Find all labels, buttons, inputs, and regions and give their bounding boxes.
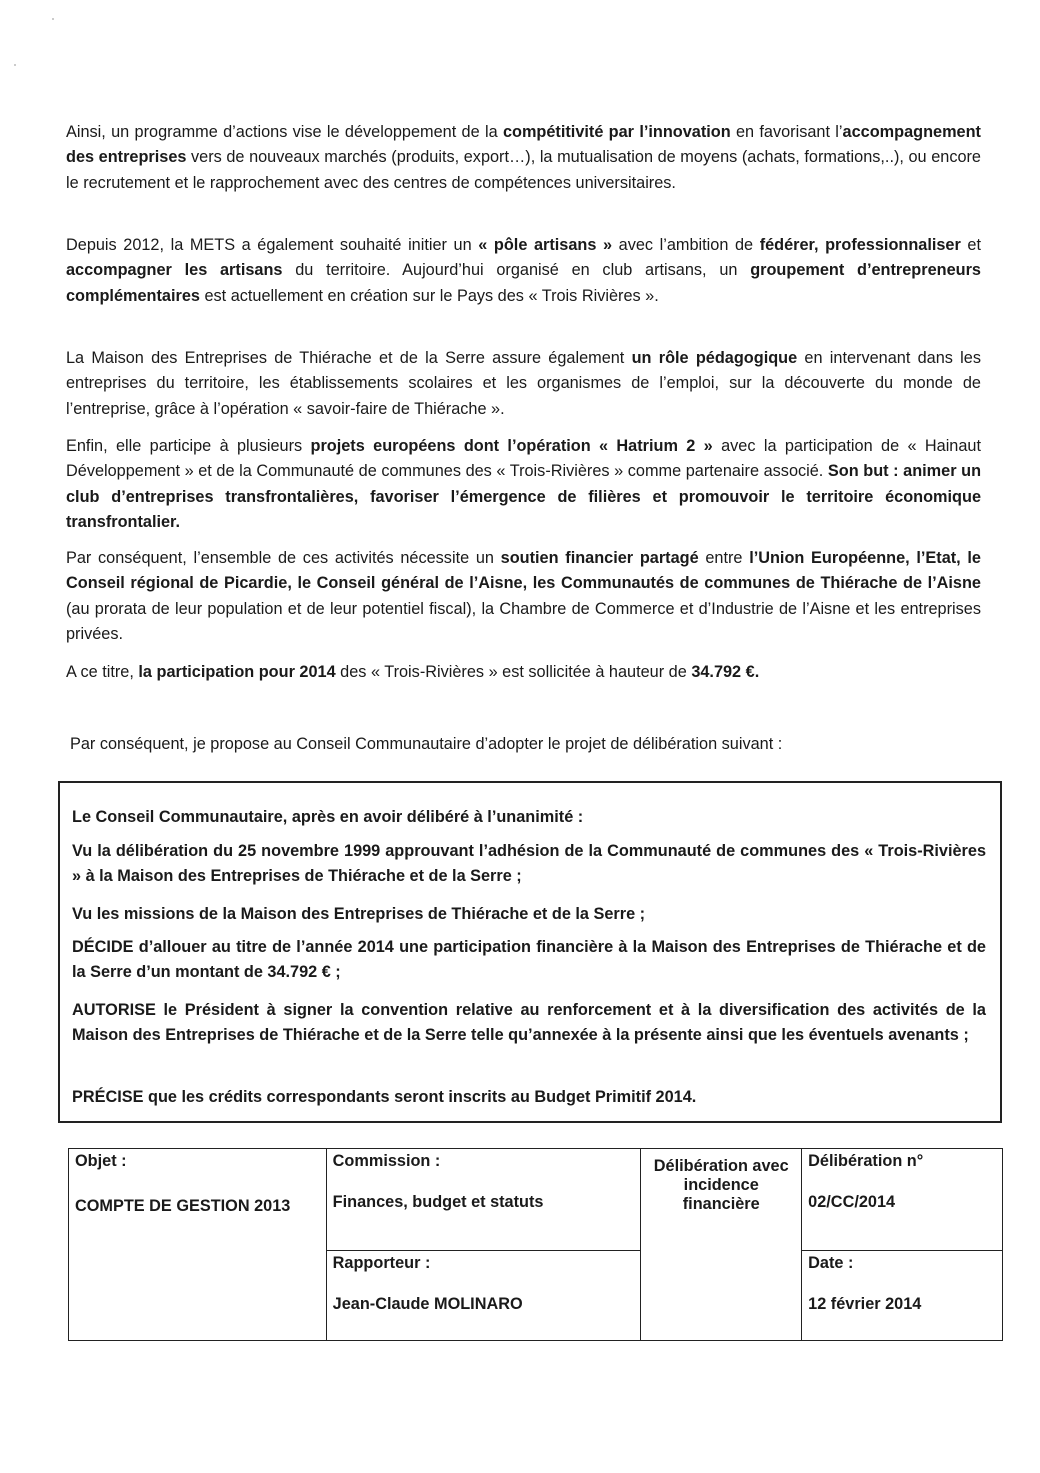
date-value: 12 février 2014 [808,1295,922,1313]
paragraph [70,732,985,757]
numero-cell [802,1149,1003,1251]
deliberation-precise: PRÉCISE que les crédits correspondants seront inscrits au Budget Primitif 2014. [72,1088,697,1106]
deliberation-decide: DÉCIDE d’allouer au titre de l’année 2014 une participation financière à la Maison des Entreprises de Thiérache et de la Serre d’un montant de 34.792 € ; [72,938,986,981]
text-run: Enfin, elle participe à plusieurs [66,437,311,455]
paragraph [66,346,981,422]
text-run: La Maison des Entreprises de Thiérache et de la Serre assure également [66,349,632,367]
text-run: avec l’ambition de [612,236,760,254]
deliberation-autorise: AUTORISE le Président à signer la convention relative au renforcement et à la diversification des activités de la Maison des Entreprises de Thiérache et de la Serre telle qu’annexée à la présente ainsi que les éventuels avenants ; [72,1001,986,1044]
incidence-cell [641,1149,802,1341]
text-run: entre [698,549,750,567]
deliberation-vu-1: Vu la délibération du 25 novembre 1999 approuvant l’adhésion de la Communauté de communes des « Trois-Rivières » à la Maison des Entreprises de Thiérache et de la Serre ; [72,842,986,885]
paragraph [66,120,981,196]
bold-text: Son but : animer un club d’entreprises transfrontalières, favoriser l’émergence de filières et promouvoir le territoire économique transfrontalier. [66,462,982,532]
bold-text: 34.792 €. [691,663,760,681]
objet-value: COMPTE DE GESTION 2013 [75,1197,291,1215]
commission-value: Finances, budget et statuts [332,1193,544,1211]
bold-text: la participation pour 2014 [138,663,336,681]
rapporteur-cell [326,1251,641,1341]
text-run: (au prorata de leur population et de leur potentiel fiscal), la Chambre de Commerce et d’Industrie de l’Aisne et les entreprises privées. [66,599,981,644]
text-run: est actuellement en création sur le Pays des « Trois Rivières ». [199,286,659,305]
paragraph [66,546,981,648]
numero-label: Délibération n° [808,1152,924,1170]
text-run: des « Trois-Rivières » est sollicitée à hauteur de [335,663,692,681]
deliberation-intro: Le Conseil Communautaire, après en avoir délibéré à l’unanimité : [72,808,584,826]
bold-text: l’Union Européenne, l’Etat, le Conseil régional de Picardie, le Conseil général de l’Aisne, les Communautés de communes de Thiérache de l’Aisne [66,549,981,593]
text-run: du territoire. Aujourd’hui organisé en club artisans, un [282,261,751,280]
paragraph [66,233,981,309]
incidence-text: Délibération avec incidence financière [653,1156,789,1213]
commission-cell [326,1149,641,1251]
bold-text: groupement d’entrepreneurs complémentaires [66,261,981,305]
text-run: avec la participation de « Hainaut Développement » et de la Communauté de communes des « Trois-Rivières » comme partenaire associé. [66,437,981,481]
bold-text: projets européens dont l’opération « Hatrium 2 » [310,437,713,455]
text-run: en intervenant dans les entreprises du territoire, les établissements scolaires et les organismes de l’emploi, sur la découverte du monde de l’entreprise, grâce à l’opération « savoir-faire de Thiérache ». [66,349,981,418]
meta-table [68,1148,1003,1341]
bold-text: fédérer, professionnaliser [759,236,961,254]
bold-text: accompagnement des entreprises [66,123,981,167]
objet-label: Objet : [75,1152,127,1170]
paragraph [66,434,981,536]
deliberation-vu-2: Vu les missions de la Maison des Entreprises de Thiérache et de la Serre ; [72,905,646,923]
scan-speck [52,18,54,20]
text-run: Ainsi, un programme d’actions vise le développement de la [66,123,503,141]
deliberation-box [58,781,1002,1123]
bold-text: « pôle artisans » [478,236,613,254]
bold-text: soutien financier partagé [500,549,699,567]
bold-text: compétitivité par l’innovation [502,123,731,141]
text-run: vers de nouveaux marchés (produits, export…), la mutualisation de moyens (achats, formations,..), ou encore le recrutement et le rapprochement avec des centres de compétences universitaires. [66,148,981,192]
scan-speck [14,64,16,66]
rapporteur-label: Rapporteur : [332,1254,431,1272]
date-label: Date : [808,1254,854,1272]
date-cell [802,1251,1003,1341]
text-run: A ce titre, [66,663,139,681]
bold-text: un rôle pédagogique [631,349,798,367]
paragraph [66,660,981,685]
bold-text: accompagner les artisans [66,261,283,280]
numero-value: 02/CC/2014 [808,1193,896,1211]
text-run: en favorisant l’ [730,123,843,141]
rapporteur-value: Jean-Claude MOLINARO [332,1295,523,1313]
text-run: Depuis 2012, la METS a également souhaité initier un [66,236,479,254]
text-run: Par conséquent, je propose au Conseil Communautaire d’adopter le projet de délibération suivant : [70,735,783,753]
text-run: et [960,236,981,254]
objet-cell [69,1149,327,1341]
commission-label: Commission : [332,1152,441,1170]
text-run: Par conséquent, l’ensemble de ces activités nécessite un [66,549,501,567]
